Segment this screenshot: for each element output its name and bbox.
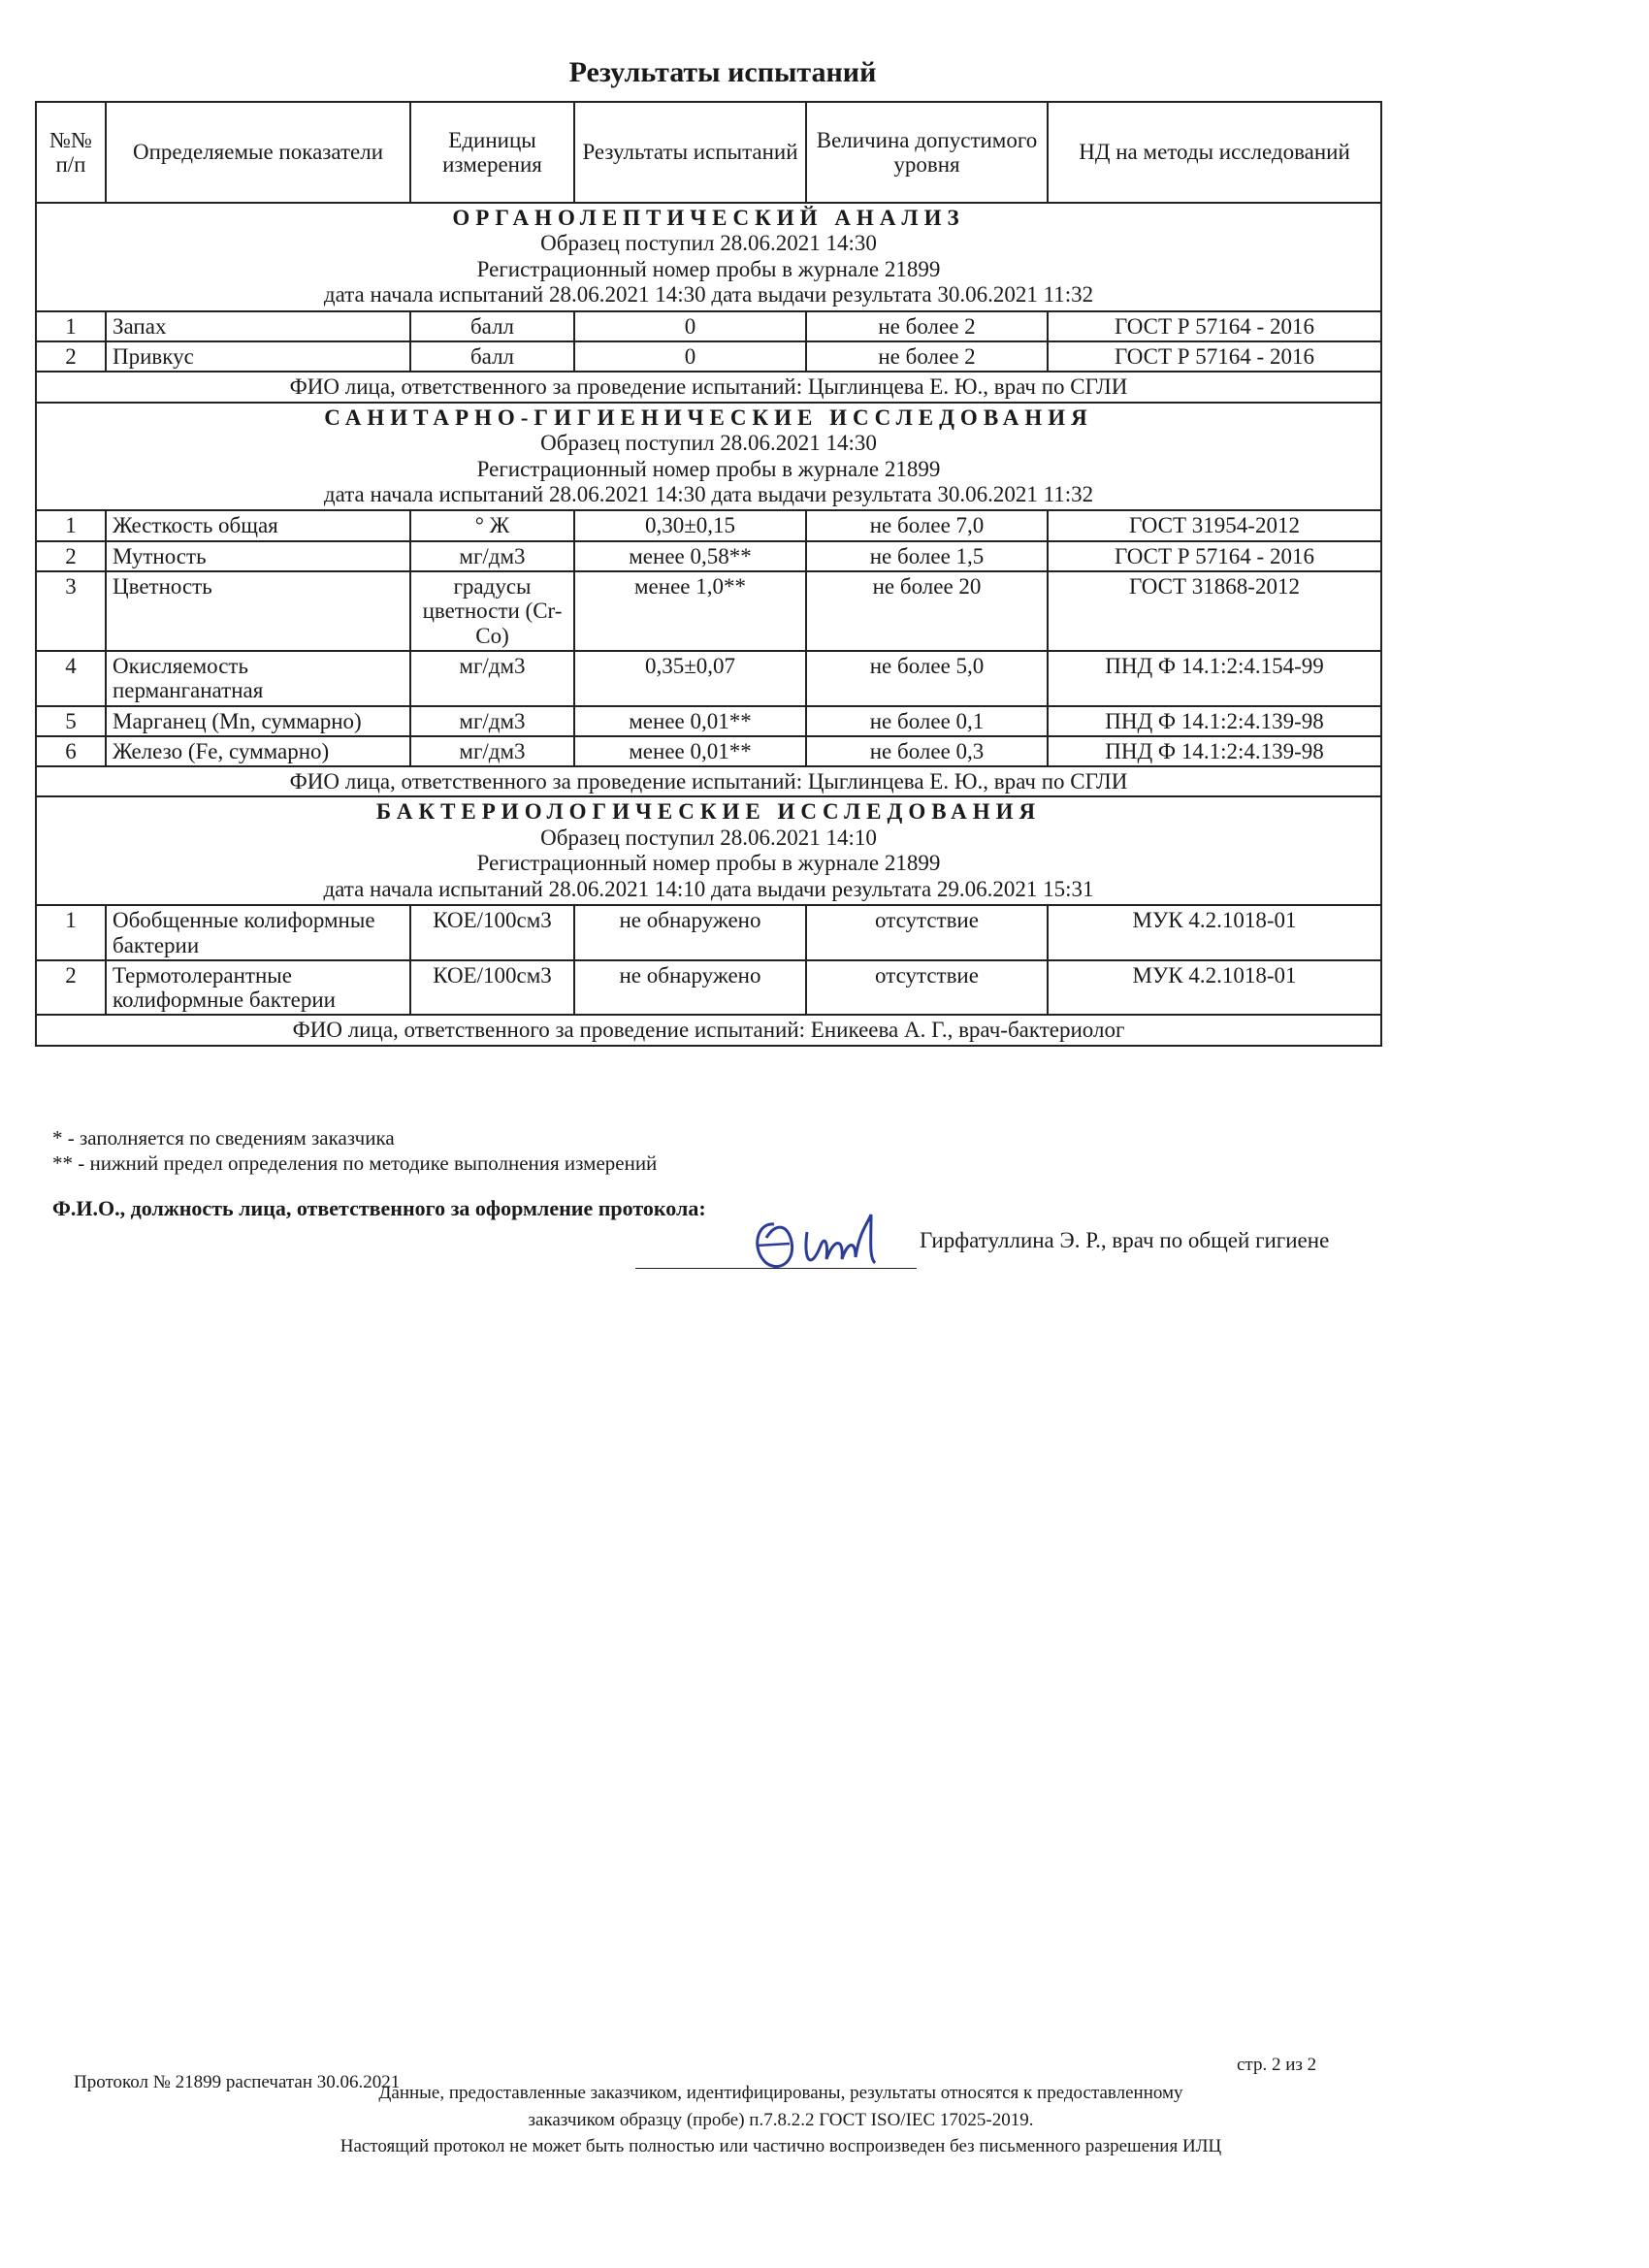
row-indicator: Окисляемость перманганатная: [106, 651, 410, 706]
row-unit: ° Ж: [410, 510, 574, 540]
table-row: [36, 905, 1381, 960]
row-unit: балл: [410, 341, 574, 372]
row-result: 0,35±0,07: [574, 651, 806, 706]
handwritten-signature: [747, 1203, 931, 1280]
row-result: 0,30±0,15: [574, 510, 806, 540]
row-method: ГОСТ 31954-2012: [1048, 510, 1381, 540]
row-method: ПНД Ф 14.1:2:4.139-98: [1048, 706, 1381, 736]
row-result: менее 0,01**: [574, 736, 806, 766]
row-result: 0: [574, 311, 806, 341]
section-title: БАКТЕРИОЛОГИЧЕСКИЕ ИССЛЕДОВАНИЯ: [375, 799, 1042, 825]
section-header-row: [36, 203, 1381, 311]
section-reg-number: Регистрационный номер пробы в журнале 21899: [476, 456, 941, 481]
row-number: 6: [36, 736, 106, 766]
footnote-customer: * - заполняется по сведениям заказчика: [52, 1126, 395, 1150]
row-result: менее 1,0**: [574, 571, 806, 651]
table-row: [36, 510, 1381, 540]
row-indicator: Железо (Fe, суммарно): [106, 736, 410, 766]
row-result: менее 0,58**: [574, 541, 806, 571]
table-row: [36, 571, 1381, 651]
row-unit: градусы цветности (Cr-Co): [410, 571, 574, 651]
row-method: МУК 4.2.1018-01: [1048, 960, 1381, 1016]
footer-disclaimer: [0, 2080, 1562, 2160]
footer-page-number: стр. 2 из 2: [1237, 2055, 1317, 2075]
row-limit: не более 7,0: [806, 510, 1048, 540]
row-limit: не более 1,5: [806, 541, 1048, 571]
responsible-person: ФИО лица, ответственного за проведение испытаний: Еникеева А. Г., врач-бактериолог: [36, 1015, 1381, 1045]
row-method: ГОСТ 31868-2012: [1048, 571, 1381, 651]
section-received: Образец поступил 28.06.2021 14:30: [540, 431, 877, 456]
section-dates: дата начала испытаний 28.06.2021 14:10 дата выдачи результата 29.06.2021 15:31: [323, 876, 1094, 901]
table-row: [36, 651, 1381, 706]
row-number: 2: [36, 341, 106, 372]
footer-line-2: заказчиком образцу (пробе) п.7.8.2.2 ГОСТ ISO/IEC 17025-2019.: [528, 2109, 1034, 2130]
table-row: [36, 706, 1381, 736]
section-header: [36, 796, 1381, 905]
row-number: 3: [36, 571, 106, 651]
row-method: ГОСТ Р 57164 - 2016: [1048, 341, 1381, 372]
row-limit: не более 5,0: [806, 651, 1048, 706]
row-number: 5: [36, 706, 106, 736]
row-result: менее 0,01**: [574, 706, 806, 736]
row-number: 1: [36, 905, 106, 960]
row-indicator: Марганец (Mn, суммарно): [106, 706, 410, 736]
row-result: 0: [574, 341, 806, 372]
section-dates: дата начала испытаний 28.06.2021 14:30 дата выдачи результата 30.06.2021 11:32: [323, 481, 1094, 506]
row-limit: не более 0,1: [806, 706, 1048, 736]
header-limit: Величина допустимого уровня: [806, 102, 1048, 203]
section-received: Образец поступил 28.06.2021 14:10: [540, 825, 877, 850]
table-body: [36, 203, 1381, 1046]
table-header-row: [36, 102, 1381, 203]
table-row: [36, 960, 1381, 1016]
responsible-row: [36, 766, 1381, 796]
row-unit: мг/дм3: [410, 651, 574, 706]
row-unit: балл: [410, 311, 574, 341]
section-reg-number: Регистрационный номер пробы в журнале 21899: [476, 256, 941, 281]
row-indicator: Мутность: [106, 541, 410, 571]
footer-line-1: Данные, предоставленные заказчиком, идентифицированы, результаты относятся к предоставленному: [378, 2083, 1183, 2103]
header-num: №№ п/п: [36, 102, 106, 203]
row-indicator: Жесткость общая: [106, 510, 410, 540]
section-received: Образец поступил 28.06.2021 14:30: [540, 231, 877, 256]
table-row: [36, 311, 1381, 341]
row-indicator: Привкус: [106, 341, 410, 372]
row-method: ГОСТ Р 57164 - 2016: [1048, 541, 1381, 571]
header-results: Результаты испытаний: [574, 102, 806, 203]
row-limit: не более 2: [806, 341, 1048, 372]
responsible-row: [36, 1015, 1381, 1045]
row-limit: отсутствие: [806, 905, 1048, 960]
section-dates: дата начала испытаний 28.06.2021 14:30 дата выдачи результата 30.06.2021 11:32: [323, 282, 1094, 308]
signature-label: Ф.И.О., должность лица, ответственного за оформление протокола:: [52, 1196, 706, 1220]
row-unit: мг/дм3: [410, 736, 574, 766]
footnotes: [52, 1125, 657, 1177]
row-method: ГОСТ Р 57164 - 2016: [1048, 311, 1381, 341]
row-limit: не более 0,3: [806, 736, 1048, 766]
row-limit: не более 20: [806, 571, 1048, 651]
row-number: 4: [36, 651, 106, 706]
footer-protocol: Протокол № 21899 распечатан 30.06.2021: [74, 2072, 401, 2092]
row-indicator: Термотолерантные колиформные бактерии: [106, 960, 410, 1016]
header-method: НД на методы исследований: [1048, 102, 1381, 203]
section-header-row: [36, 796, 1381, 905]
responsible-person: ФИО лица, ответственного за проведение испытаний: Цыглинцева Е. Ю., врач по СГЛИ: [36, 766, 1381, 796]
responsible-person: ФИО лица, ответственного за проведение испытаний: Цыглинцева Е. Ю., врач по СГЛИ: [36, 372, 1381, 402]
row-indicator: Цветность: [106, 571, 410, 651]
row-limit: отсутствие: [806, 960, 1048, 1016]
row-method: ПНД Ф 14.1:2:4.139-98: [1048, 736, 1381, 766]
row-indicator: Обобщенные колиформные бактерии: [106, 905, 410, 960]
table-row: [36, 341, 1381, 372]
row-method: МУК 4.2.1018-01: [1048, 905, 1381, 960]
row-method: ПНД Ф 14.1:2:4.154-99: [1048, 651, 1381, 706]
row-result: не обнаружено: [574, 960, 806, 1016]
row-result: не обнаружено: [574, 905, 806, 960]
footnote-detection-limit: ** - нижний предел определения по методике выполнения измерений: [52, 1151, 658, 1176]
row-number: 2: [36, 960, 106, 1016]
footer-line-3: Настоящий протокол не может быть полностью или частично воспроизведен без письменного разрешения ИЛЦ: [340, 2136, 1222, 2157]
row-limit: не более 2: [806, 311, 1048, 341]
row-indicator: Запах: [106, 311, 410, 341]
responsible-row: [36, 372, 1381, 402]
row-number: 1: [36, 510, 106, 540]
responsible-name: Гирфатуллина Э. Р., врач по общей гигиене: [920, 1228, 1330, 1252]
section-title: САНИТАРНО-ГИГИЕНИЧЕСКИЕ ИССЛЕДОВАНИЯ: [324, 405, 1093, 430]
row-unit: КОЕ/100см3: [410, 905, 574, 960]
row-unit: мг/дм3: [410, 541, 574, 571]
header-indicator: Определяемые показатели: [106, 102, 410, 203]
row-number: 2: [36, 541, 106, 571]
section-header: [36, 403, 1381, 511]
row-unit: КОЕ/100см3: [410, 960, 574, 1016]
header-units: Единицы измерения: [410, 102, 574, 203]
row-number: 1: [36, 311, 106, 341]
section-reg-number: Регистрационный номер пробы в журнале 21899: [476, 851, 941, 876]
section-title: ОРГАНОЛЕПТИЧЕСКИЙ АНАЛИЗ: [452, 206, 965, 230]
page-title: Результаты испытаний: [568, 56, 877, 88]
table-row: [36, 541, 1381, 571]
results-table: [35, 101, 1382, 1047]
section-header: [36, 203, 1381, 311]
row-unit: мг/дм3: [410, 706, 574, 736]
section-header-row: [36, 403, 1381, 511]
table-row: [36, 736, 1381, 766]
